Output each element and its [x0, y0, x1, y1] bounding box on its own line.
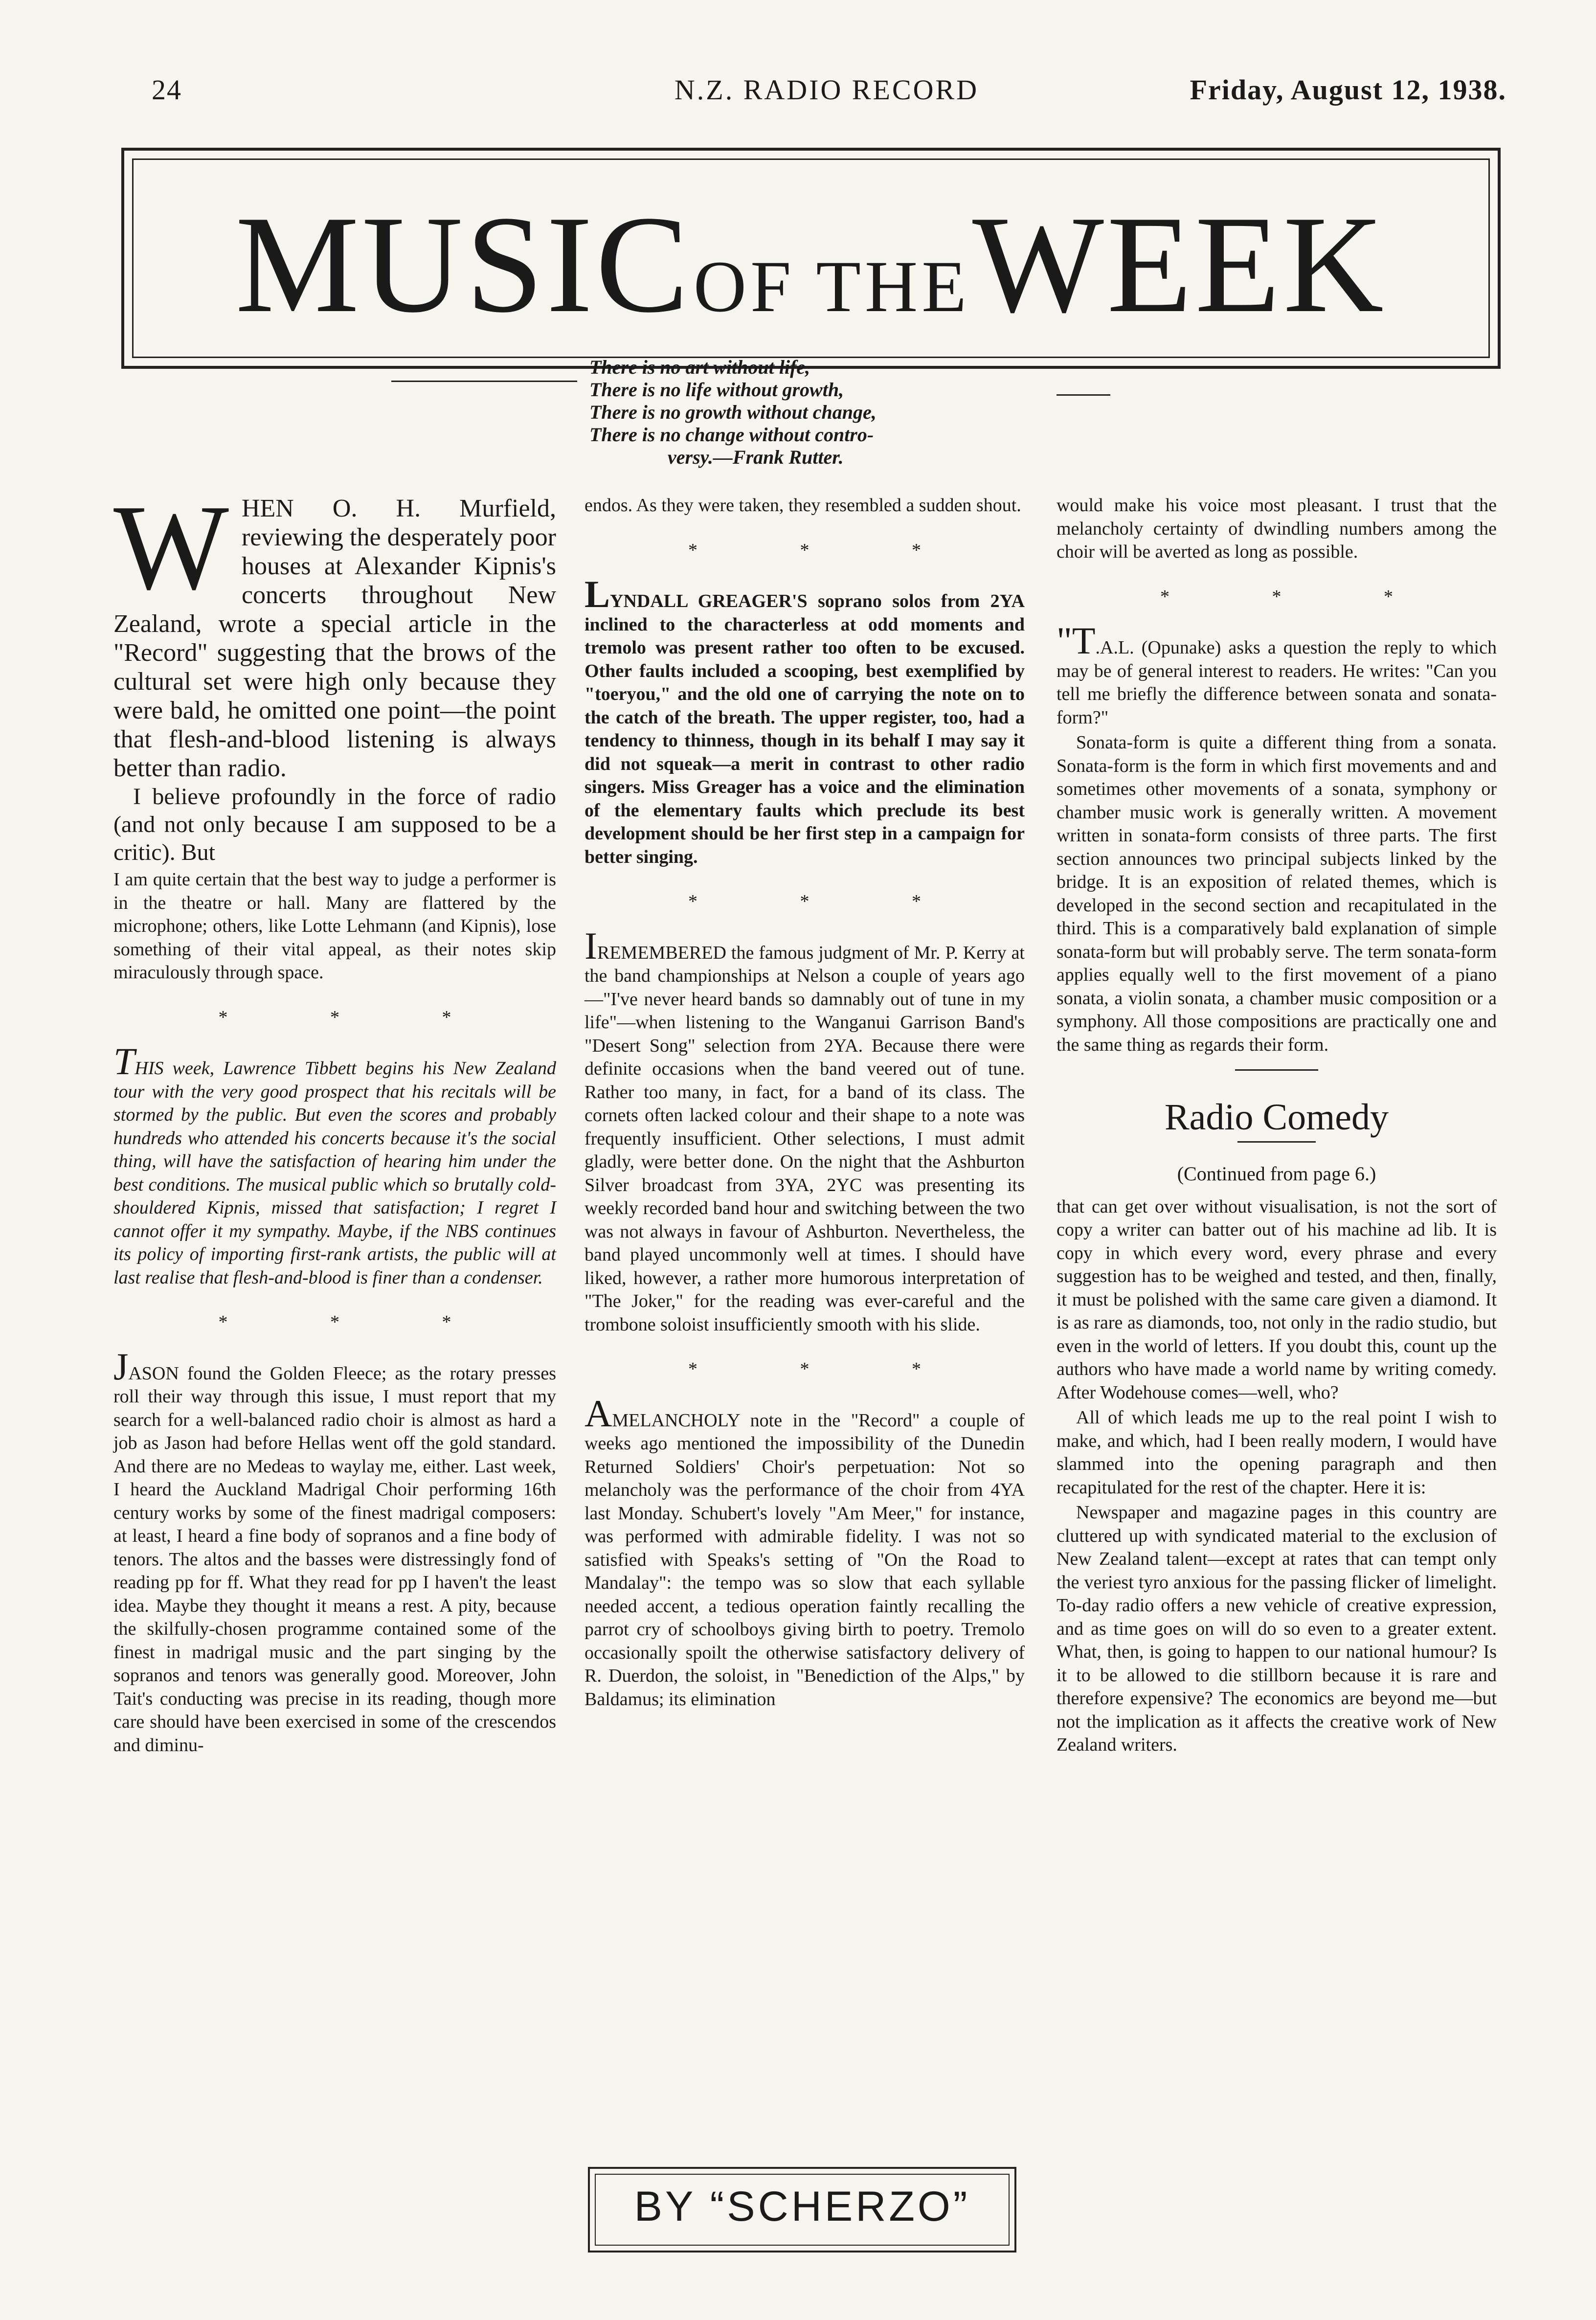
epigraph [589, 356, 1054, 469]
lead-text: HEN O. H. Murfield, reviewing the desperately poor houses at Alexander Kipnis's concerts throughout New Zealand, wrote a special article in the "Record" suggesting that the brows of the cultural set were high only because they were bald, he omitted one point—the point that flesh-and-blood listening is always better than radio. [113, 495, 556, 782]
paragraph-jason [113, 1345, 556, 1757]
paragraph: would make his voice most pleasant. I trust that the melancholy certainty of dwindling numbers among the choir will be averted as long as possible. [1057, 495, 1497, 562]
epigraph-attribution: versy.—Frank Rutter. [668, 446, 844, 468]
section-stars: * * * [688, 540, 970, 561]
section-stars: * * * [688, 1359, 970, 1379]
paragraph-lead-text: I believe profoundly in the force of radio (and not only because I am supposed to be a critic). But [113, 784, 556, 865]
divider [1237, 1141, 1316, 1143]
epigraph-line: There is no change without contro- [589, 424, 874, 446]
title-banner [121, 148, 1501, 369]
column-1 [113, 480, 556, 1759]
subheading: Radio Comedy [1164, 1097, 1389, 1138]
paragraph-greager [584, 573, 1025, 869]
running-head [147, 73, 1506, 113]
continued-note: (Continued from page 6.) [1177, 1163, 1376, 1185]
section-stars: * * * [218, 1312, 500, 1332]
page-title [124, 187, 1498, 341]
lead-paragraph [113, 480, 556, 783]
paragraph-text: REMEMBERED the famous judgment of Mr. P. Kerry at the band championships at Nelson a couple of years ago—"I've never heard bands so damnably out of tune in my life"—when listening to the Wanganui Garrison Band's "Desert Song" selection from 2YA. Because there were definite occasions when the band veered out of tune. Rather too many, in fact, for a band of its class. The cornets often lacked colour and their shape to a note was frequently insufficient. Other selections, I must admit gladly, were better done. On the night that the Ashburton Silver broadcast from 3YA, 2YC was presenting its weekly recorded band hour and switching between the two was not always in favour of Ashburton. Nevertheless, the band played uncommonly well at times. I should have liked, however, a rather more humorous interpretation of "The Joker," for the reading was ever-careful and the trombone soloist insufficiently smooth with his slide. [584, 942, 1025, 1335]
paragraph-text: .A.L. (Opunake) asks a question the reply to which may be of general interest to readers. He writes: "Can you tell me briefly the difference between sonata and sonata-form?" [1057, 637, 1497, 728]
initial-letter: "T [1057, 619, 1096, 662]
byline: BY “SCHERZO” [595, 2174, 1010, 2246]
column-2 [584, 494, 1025, 1713]
paragraph: endos. As they were taken, they resembled a sudden shout. [584, 495, 1021, 516]
paragraph-text: YNDALL GREAGER'S soprano solos from 2YA inclined to the characterless at odd moments and tremolo was present rather too often to be excused. Other faults included a scooping, best exemplified by "toeryou," and the old one of carrying the note on to the catch of the breath. The upper register, too, had a tendency to thinness, though in its behalf I may say it did not squeak—a merit in contrast to other radio singers. Miss Greager has a voice and the elimination of the elementary faults which preclude its best development should be her first step in a campaign for better singing. [584, 591, 1025, 867]
paragraph-text: MELANCHOLY note in the "Record" a couple of weeks ago mentioned the impossibility of the Dunedin Returned Soldiers' Choir's perpetuation: Not so melancholy was the performance of the choir from 4YA last Monday. Schubert's lovely "Am Meer," for instance, was performed with admirable fidelity. I was not so satisfied with Speaks's setting of "On the Road to Mandalay": the tempo was so slow that each syllable needed accent, a tedious operation faintly recalling the parrot cry of schoolboys giving birth to poetry. Tremolo occasionally spoilt the otherwise satisfactory delivery of R. Duerdon, the soloist, in "Benediction of the Alps," by Baldamus; its elimination [584, 1410, 1025, 1710]
divider [391, 381, 577, 382]
divider [1057, 394, 1110, 396]
section-stars: * * * [218, 1007, 500, 1028]
paragraph-sonata: Sonata-form is quite a different thing from a sonata. Sonata-form is the form in which first movements and and sometimes other movements of a sonata, symphony or chamber music work is generally written. A movement written in sonata-form consists of three parts. The first section announces two principal subjects linked by the bridge. It is an exposition of related themes, which is developed in the second section and recapitulated in the third. This is a comparatively bald explanation of simple sonata-form but will probably serve. The term sonata-form applies equally well to the first movement of a piano sonata, a violin sonata, a chamber music composition or a symphony. All those compositions are practically one and the same thing as regards their form. [1057, 732, 1497, 1055]
title-word-music: MUSIC [235, 187, 692, 341]
paragraph-tal [1057, 619, 1497, 729]
drop-cap: W [113, 480, 229, 615]
paragraph-tibbett [113, 1040, 556, 1289]
initial-letter: L [584, 573, 610, 615]
page-number: 24 [152, 74, 182, 106]
paragraph: that can get over without visualisation, is not the sort of copy a writer can batter out of his machine ad lib. It is copy in which every word, every phrase and every suggestion has to be weighed and tested, and then, finally, it must be polished with the same care given a diamond. It is as rare as diamonds, too, not only in the radio studio, but even in the world of letters. If you doubt this, count up the authors who have made a world name by writing comedy. After Wodehouse comes—well, who? [1057, 1196, 1497, 1403]
paragraph-melancholy [584, 1392, 1025, 1712]
paragraph: I am quite certain that the best way to judge a performer is in the theatre or hall. Many are flattered by the microphone; others, like Lotte Lehmann (and Kipnis), lose something of their vital appeal, as their notes skip miraculously through space. [113, 869, 556, 983]
title-word-of-the: OF THE [693, 246, 970, 327]
paragraph: Newspaper and magazine pages in this country are cluttered up with syndicated material to the exclusion of New Zealand talent—except at rates that can tempt only the veriest tyro anxious for the passing flicker of limelight. To-day radio offers a new vehicle of creative expression, and as time goes on will do so even to a greater extent. What, then, is going to happen to our national humour? Is it to be allowed to die stillborn because it is rare and therefore expensive? The economics are beyond me—but not the implication as it affects the creative work of New Zealand writers. [1057, 1502, 1497, 1755]
section-stars: * * * [688, 891, 970, 912]
paragraph-kerry [584, 924, 1025, 1337]
paragraph-text: HIS week, Lawrence Tibbett begins his New Zealand tour with the very good prospect that his recitals will be stormed by the public. But even the scores and probably hundreds who attended his concerts because it's the social thing, will have the satisfaction of hearing him under the best conditions. The musical public which so brutally cold-shouldered Kipnis, missed that satisfaction; I regret I cannot offer it my sympathy. Maybe, if the NBS continues its policy of importing first-rank artists, the public will at last realise that flesh-and-blood is finer than a condenser. [113, 1058, 556, 1288]
title-word-week: WEEK [972, 187, 1387, 341]
byline-box [588, 2167, 1016, 2252]
initial-letter: T [113, 1040, 135, 1082]
masthead: N.Z. RADIO RECORD [674, 74, 979, 106]
issue-date: Friday, August 12, 1938. [1190, 74, 1506, 106]
divider [1235, 1069, 1318, 1071]
initial-letter: I [584, 924, 597, 967]
paragraph [113, 783, 556, 866]
epigraph-line: There is no growth without change, [589, 401, 877, 423]
paragraph-text: ASON found the Golden Fleece; as the rotary presses roll their way through this issue, I must report that my search for a well-balanced radio choir is almost as hard a job as Jason had before Hellas went off the gold standard. And there are no Medeas to waylay me, either. Last week, I heard the Auckland Madrigal Choir performing 16th century works by some of the finest madrigal composers: at least, I heard a fine body of sopranos and a fine body of tenors. The altos and the basses were distressingly fond of reading pp for ff. What they read for pp I haven't the least idea. Maybe they thought it means a rest. A pity, because the skilfully-chosen programme contained some of the finest in madrigal music and the part singing by the sopranos and tenors was generally good. Moreover, John Tait's conducting was precise in its reading, though more care should have been exercised in some of the crescendos and diminu- [113, 1363, 556, 1756]
epigraph-line: There is no life without growth, [589, 379, 844, 401]
paragraph: All of which leads me up to the real point I wish to make, and which, had I been really modern, I would have slammed into the opening paragraph and then recapitulated for the rest of the chapter. Here it is: [1057, 1407, 1497, 1498]
epigraph-line: There is no art without life, [589, 356, 810, 378]
initial-letter: A [584, 1392, 612, 1435]
section-stars: * * * [1160, 586, 1442, 607]
initial-letter: J [113, 1345, 129, 1388]
column-3 [1057, 494, 1497, 1759]
